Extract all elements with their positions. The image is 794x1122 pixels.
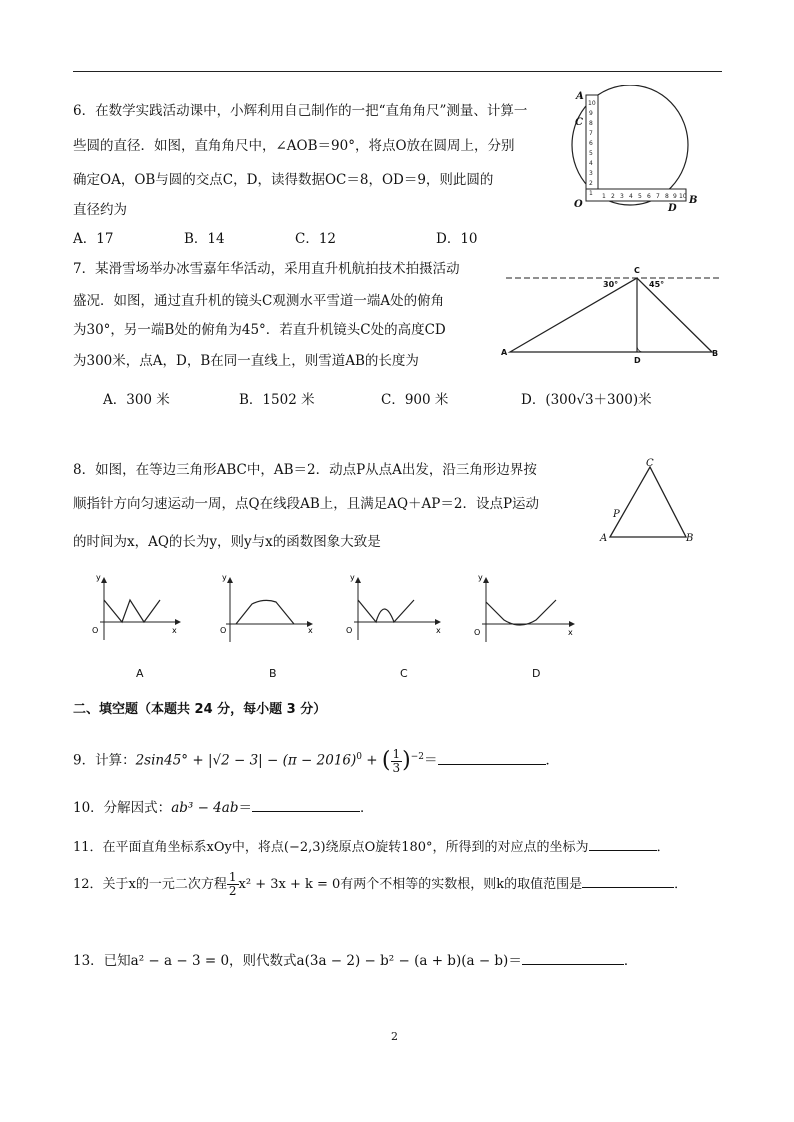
ruler-horizontal bbox=[586, 189, 686, 201]
graph-d-caption[interactable]: D bbox=[532, 667, 541, 680]
triangle-acb bbox=[510, 278, 712, 352]
ruler-h-2: 2 bbox=[611, 193, 615, 200]
q10-prefix: 10．分解因式： bbox=[73, 800, 172, 816]
q8-line-1: 8．如图，在等边三角形ABC中，AB＝2．动点P从点A出发，沿三角形边界按 bbox=[73, 462, 537, 478]
graph-a-y-label: y bbox=[96, 573, 101, 582]
q12-prefix: 12．关于x的一元二次方程 bbox=[73, 877, 227, 892]
graph-d-x-label: x bbox=[568, 628, 573, 637]
q7-option-a[interactable]: A．300 米 bbox=[103, 392, 170, 408]
equilateral-triangle bbox=[610, 467, 686, 537]
q7-line-1: 7．某滑雪场举办冰雪嘉年华活动，采用直升机航拍技术拍摄活动 bbox=[73, 261, 460, 277]
ruler-h-1: 1 bbox=[602, 193, 606, 200]
label-c: C bbox=[634, 266, 640, 275]
q6-option-d[interactable]: D．10 bbox=[436, 231, 478, 247]
right-angle-mark bbox=[637, 346, 643, 352]
q9-fraction bbox=[391, 748, 403, 775]
label-b: B bbox=[712, 349, 719, 358]
q12-frac-num: 1 bbox=[228, 870, 237, 884]
ruler-h-3: 3 bbox=[620, 193, 624, 200]
graph-d[interactable] bbox=[474, 573, 574, 642]
q7-line-4: 为300米，点A，D，B在同一直线上，则雪道AB的长度为 bbox=[73, 353, 419, 369]
q13-text: 13．已知a² − a − 3 = 0，则代数式a(3a − 2) − b² − (a + b)(a − b)＝ bbox=[73, 953, 522, 969]
q6-line-4: 直径约为 bbox=[73, 202, 127, 218]
q9-expr: 2sin45° + |√2 − 3| − (π − 2016) bbox=[135, 752, 357, 769]
label-a: A bbox=[576, 91, 584, 102]
q11-answer-blank[interactable] bbox=[589, 836, 657, 851]
ruler-h-5: 5 bbox=[638, 193, 642, 200]
q6-option-b[interactable]: B．14 bbox=[184, 231, 225, 247]
label-d: D bbox=[668, 203, 677, 214]
q7-option-b[interactable]: B．1502 米 bbox=[239, 392, 315, 408]
q9-eq: ＝ bbox=[424, 752, 438, 769]
graph-c-curve bbox=[358, 600, 414, 622]
section-2-heading: 二、填空题（本题共 24 分，每小题 3 分） bbox=[73, 702, 327, 717]
q7-line-3: 为30°，另一端B处的俯角为45°．若直升机镜头C处的高度CD bbox=[73, 322, 446, 338]
header-rule bbox=[73, 71, 722, 72]
graph-b-caption[interactable]: B bbox=[269, 667, 277, 680]
graph-a-origin: O bbox=[92, 626, 99, 635]
question-11: 11．在平面直角坐标系xOy中，将点(−2,3)绕原点O旋转180°，所得到的对应点的坐标为 ． bbox=[73, 836, 670, 858]
ruler-v-1: 1 bbox=[589, 190, 593, 197]
q7-options bbox=[103, 390, 663, 410]
ruler-v-5: 5 bbox=[589, 150, 593, 157]
graph-a-curve bbox=[104, 600, 160, 622]
q7-option-d[interactable]: D．(300√3＋300)米 bbox=[521, 392, 652, 408]
graph-b-curve bbox=[236, 600, 294, 624]
graph-a-x-label: x bbox=[172, 626, 177, 635]
label-p: P bbox=[613, 509, 620, 520]
graph-a[interactable] bbox=[92, 573, 180, 640]
q6-option-c[interactable]: C．12 bbox=[295, 231, 337, 247]
page-number: 2 bbox=[391, 1030, 398, 1043]
question-12: 12．关于x的一元二次方程 $\frac{1}{2}$ x² + 3x + k = 0有两个不相等的实数根，则k的取值范围是 ． bbox=[73, 870, 688, 898]
q10-eq: ＝ bbox=[238, 800, 252, 816]
q13-answer-blank[interactable] bbox=[522, 950, 624, 965]
graph-a-caption[interactable]: A bbox=[136, 667, 144, 680]
graph-d-curve bbox=[486, 600, 556, 625]
graph-c-origin: O bbox=[346, 626, 353, 635]
q8-line-3: 的时间为x，AQ的长为y，则y与x的函数图象大致是 bbox=[73, 534, 381, 550]
q9-plus: + bbox=[362, 752, 382, 769]
ruler-v-7: 7 bbox=[589, 130, 593, 137]
graph-c-y-label: y bbox=[350, 573, 355, 582]
ruler-v-9: 9 bbox=[589, 110, 593, 117]
q9-prefix: 9．计算： bbox=[73, 752, 136, 769]
q6-ruler-circle-figure bbox=[560, 85, 700, 215]
ruler-v-8: 8 bbox=[589, 120, 593, 127]
question-9: 9．计算：$2\sin 45^\circ + |√2 - 3| - (\pi - 2016)^0$ + ( $\frac{1}{3}$ )$^{-2}$＝ ． bbox=[73, 746, 560, 775]
graph-c-caption[interactable]: C bbox=[400, 667, 408, 680]
graph-b[interactable] bbox=[220, 573, 313, 642]
q12-answer-blank[interactable] bbox=[582, 873, 674, 888]
q10-expr: ab³ − 4ab bbox=[171, 800, 239, 816]
q7-line-2: 盛况．如图，通过直升机的镜头C观测水平雪道一端A处的俯角 bbox=[73, 293, 445, 309]
ruler-h-4: 4 bbox=[629, 193, 633, 200]
ruler-v-3: 3 bbox=[589, 170, 593, 177]
graph-b-y-label: y bbox=[222, 573, 227, 582]
ruler-h-7: 7 bbox=[656, 193, 660, 200]
angle-30: 30° bbox=[603, 280, 619, 289]
label-d: D bbox=[634, 356, 641, 365]
q8-triangle-figure bbox=[598, 457, 708, 547]
ruler-v-4: 4 bbox=[589, 160, 593, 167]
label-b: B bbox=[686, 533, 694, 544]
ruler-h-6: 6 bbox=[647, 193, 651, 200]
label-o: O bbox=[574, 199, 583, 210]
ruler-v-10: 10 bbox=[588, 100, 596, 107]
q7-helicopter-figure bbox=[498, 263, 728, 368]
graph-b-origin: O bbox=[220, 626, 227, 635]
question-10: 10．分解因式：ab³ − 4ab＝ ． bbox=[73, 797, 373, 818]
q9-frac-num: 1 bbox=[392, 746, 401, 761]
graph-c[interactable] bbox=[346, 573, 441, 640]
ruler-h-10: 10 bbox=[679, 193, 687, 200]
q11-text: 11．在平面直角坐标系xOy中，将点(−2,3)绕原点O旋转180°，所得到的对应点的坐标为 bbox=[73, 840, 589, 855]
q9-answer-blank[interactable] bbox=[438, 750, 546, 765]
graph-d-y-label: y bbox=[478, 573, 483, 582]
ruler-v-2: 2 bbox=[589, 180, 593, 187]
q12-fraction bbox=[227, 871, 239, 898]
q7-option-c[interactable]: C．900 米 bbox=[381, 392, 449, 408]
label-c: C bbox=[575, 117, 583, 128]
q10-answer-blank[interactable] bbox=[252, 797, 360, 812]
ruler-v-6: 6 bbox=[589, 140, 593, 147]
ruler-h-8: 8 bbox=[665, 193, 669, 200]
label-a: A bbox=[600, 533, 608, 544]
q6-line-2: 些圆的直径．如图，直角角尺中，∠AOB＝90°，将点O放在圆周上，分别 bbox=[73, 138, 515, 154]
q6-options bbox=[73, 229, 493, 249]
q12-frac-den: 2 bbox=[228, 884, 237, 898]
label-b: B bbox=[689, 195, 698, 206]
q8-graph-options bbox=[84, 570, 584, 645]
angle-45: 45° bbox=[649, 280, 665, 289]
ruler-h-9: 9 bbox=[673, 193, 677, 200]
q6-line-1: 6．在数学实践活动课中，小辉利用自己制作的一把“直角角尺”测量、计算一 bbox=[73, 103, 528, 119]
label-a: A bbox=[501, 348, 508, 357]
graph-c-x-label: x bbox=[436, 626, 441, 635]
label-c: C bbox=[646, 458, 654, 469]
q6-option-a[interactable]: A．17 bbox=[73, 231, 114, 247]
q9-frac-den: 3 bbox=[392, 760, 401, 775]
graph-b-x-label: x bbox=[308, 626, 313, 635]
q8-line-2: 顺指针方向匀速运动一周，点Q在线段AB上，且满足AQ＋AP＝2．设点P运动 bbox=[73, 496, 540, 512]
q9-exp0: 0 bbox=[356, 752, 363, 762]
q9-exp: −2 bbox=[410, 752, 425, 762]
q12-tail: x² + 3x + k = 0有两个不相等的实数根，则k的取值范围是 bbox=[238, 877, 583, 892]
q6-line-3: 确定OA，OB与圆的交点C，D，读得数据OC＝8，OD＝9，则此圆的 bbox=[73, 172, 494, 188]
question-13: 13．已知a² − a − 3 = 0，则代数式a(3a − 2) − b² − (a + b)(a − b)＝ ． bbox=[73, 950, 637, 971]
graph-d-origin: O bbox=[474, 628, 481, 637]
